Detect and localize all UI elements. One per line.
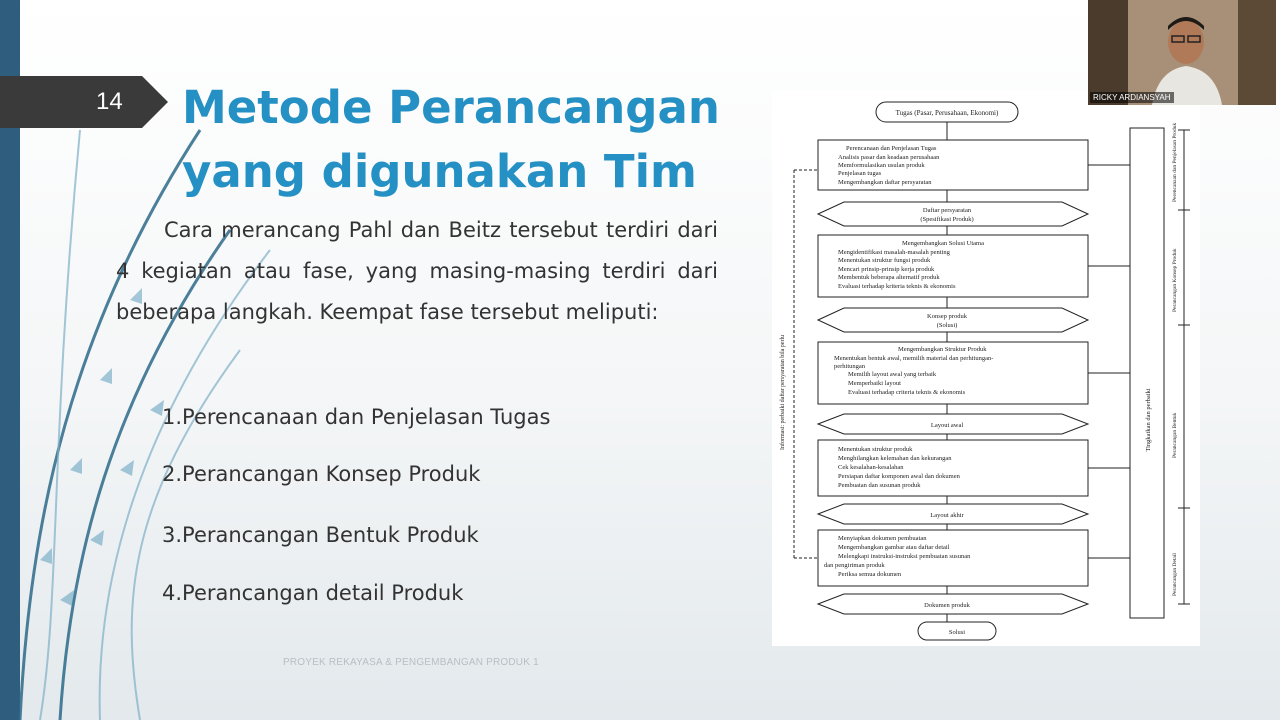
slide-number: 14 bbox=[96, 88, 123, 115]
hex2-line-1: Konsep produk bbox=[927, 313, 967, 320]
phase-list-item-2: 2.Perancangan Konsep Produk bbox=[162, 462, 481, 486]
webcam-thumbnail[interactable] bbox=[1088, 0, 1276, 105]
box5-line-1: Menyiapkan dokumen pembuatan bbox=[838, 535, 927, 542]
box4-line-3: Cek kesalahan-kesalahan bbox=[838, 464, 904, 471]
box3-line-4: Memilih layout awal yang terbaik bbox=[848, 371, 937, 378]
phase-list-item-3: 3.Perancangan Bentuk Produk bbox=[162, 523, 479, 547]
box1-line-3: Memformulasikan usulan produk bbox=[838, 162, 925, 169]
phase-2-label: Perancangan Konsep Produk bbox=[1172, 248, 1178, 312]
hex2-line-2: (Solusi) bbox=[936, 322, 958, 329]
box1-line-4: Penjelasan tugas bbox=[838, 170, 882, 177]
box2-line-4: Mencari prinsip-prinsip kerja produk bbox=[838, 266, 935, 273]
box2-line-3: Menentukan struktur fungsi produk bbox=[838, 257, 931, 264]
hex3-label: Layout awal bbox=[930, 422, 964, 429]
box1-line-1: Perencanaan dan Penjelasan Tugas bbox=[846, 145, 937, 152]
box5-line-5: Periksa semua dokumen bbox=[838, 571, 902, 578]
participant-name: RICKY ARDIANSYAH bbox=[1090, 92, 1174, 103]
title-line-1: Metode Perancangan bbox=[182, 81, 720, 134]
box3-line-5: Memperbaiki layout bbox=[848, 380, 901, 387]
title-line-2: yang digunakan Tim bbox=[182, 145, 697, 198]
box3-line-2: Menentukan bentuk awal, memilih material dan perhitungan- bbox=[834, 355, 994, 362]
box4-line-1: Menentukan struktur produk bbox=[838, 446, 913, 453]
hex4-label: Layout akhir bbox=[930, 512, 964, 519]
phase-4-label: Perancangan Detail bbox=[1172, 553, 1178, 596]
box2-line-2: Mengidentifikasi masalah-masalah penting bbox=[838, 249, 950, 256]
hex1-line-1: Daftar persyaratan bbox=[922, 207, 972, 214]
improve-bar bbox=[1130, 128, 1164, 618]
phase-1-label: Perencanaan dan Penjelasan Produk bbox=[1172, 122, 1178, 202]
end-node-label: Solusi bbox=[948, 629, 966, 636]
slide-title bbox=[182, 76, 742, 204]
box5-line-2: Mengembangkan gambar atau daftar detail bbox=[838, 544, 950, 551]
box4-line-2: Menghilangkan kelemahan dan kekurangan bbox=[838, 455, 952, 462]
box3-line-1: Mengembangkan Struktur Produk bbox=[898, 346, 987, 353]
box4-line-5: Pembuatan dan susunan produk bbox=[838, 482, 921, 489]
start-node-label: Tugas (Pasar, Perusahaan, Ekonomi) bbox=[895, 109, 999, 117]
box1-line-5: Mengembangkan daftar persyaratan bbox=[838, 179, 932, 186]
feedback-label: Informasi: perbaiki daftar persyaratan bila perlu bbox=[780, 334, 786, 450]
box4-line-4: Persiapan daftar komponen awal dan dokumen bbox=[838, 473, 960, 480]
box5-line-4: dan pengiriman produk bbox=[824, 562, 885, 569]
phase-list-item-1: 1.Perencanaan dan Penjelasan Tugas bbox=[162, 405, 551, 429]
improve-label: Tingkatkan dan perbaiki bbox=[1145, 388, 1152, 452]
box5-line-3: Melengkapi instruksi-instruksi pembuatan susunan bbox=[838, 553, 971, 560]
box2-line-1: Mengembangkan Solusi Utama bbox=[902, 240, 984, 247]
box3-line-6: Evaluasi terhadap criteria teknis & ekonomis bbox=[848, 389, 966, 396]
slide-number-tab bbox=[0, 76, 168, 128]
hex1-line-2: (Spesifikasi Produk) bbox=[920, 216, 974, 223]
hex5-label: Dokumen produk bbox=[924, 602, 970, 609]
intro-paragraph: Cara merancang Pahl dan Beitz tersebut terdiri dari 4 kegiatan atau fase, yang masing-masing terdiri dari beberapa langkah. Keempat fase tersebut meliputi: bbox=[116, 218, 718, 324]
participant-video bbox=[1088, 0, 1276, 105]
box3-line-3: perhitungan bbox=[834, 363, 866, 370]
box2-line-5: Membentuk beberapa alternatif produk bbox=[838, 274, 940, 281]
box2-line-6: Evaluasi terhadap kriteria teknis & ekonomis bbox=[838, 283, 956, 290]
phase-list-item-4: 4.Perancangan detail Produk bbox=[162, 581, 464, 605]
pahl-beitz-flowchart bbox=[772, 90, 1200, 646]
box1-line-2: Analisis pasar dan keadaan perusahaan bbox=[838, 154, 940, 161]
slide-footer: PROYEK REKAYASA & PENGEMBANGAN PRODUK 1 bbox=[283, 657, 539, 668]
phase-3-label: Perancangan Bentuk bbox=[1172, 412, 1178, 458]
